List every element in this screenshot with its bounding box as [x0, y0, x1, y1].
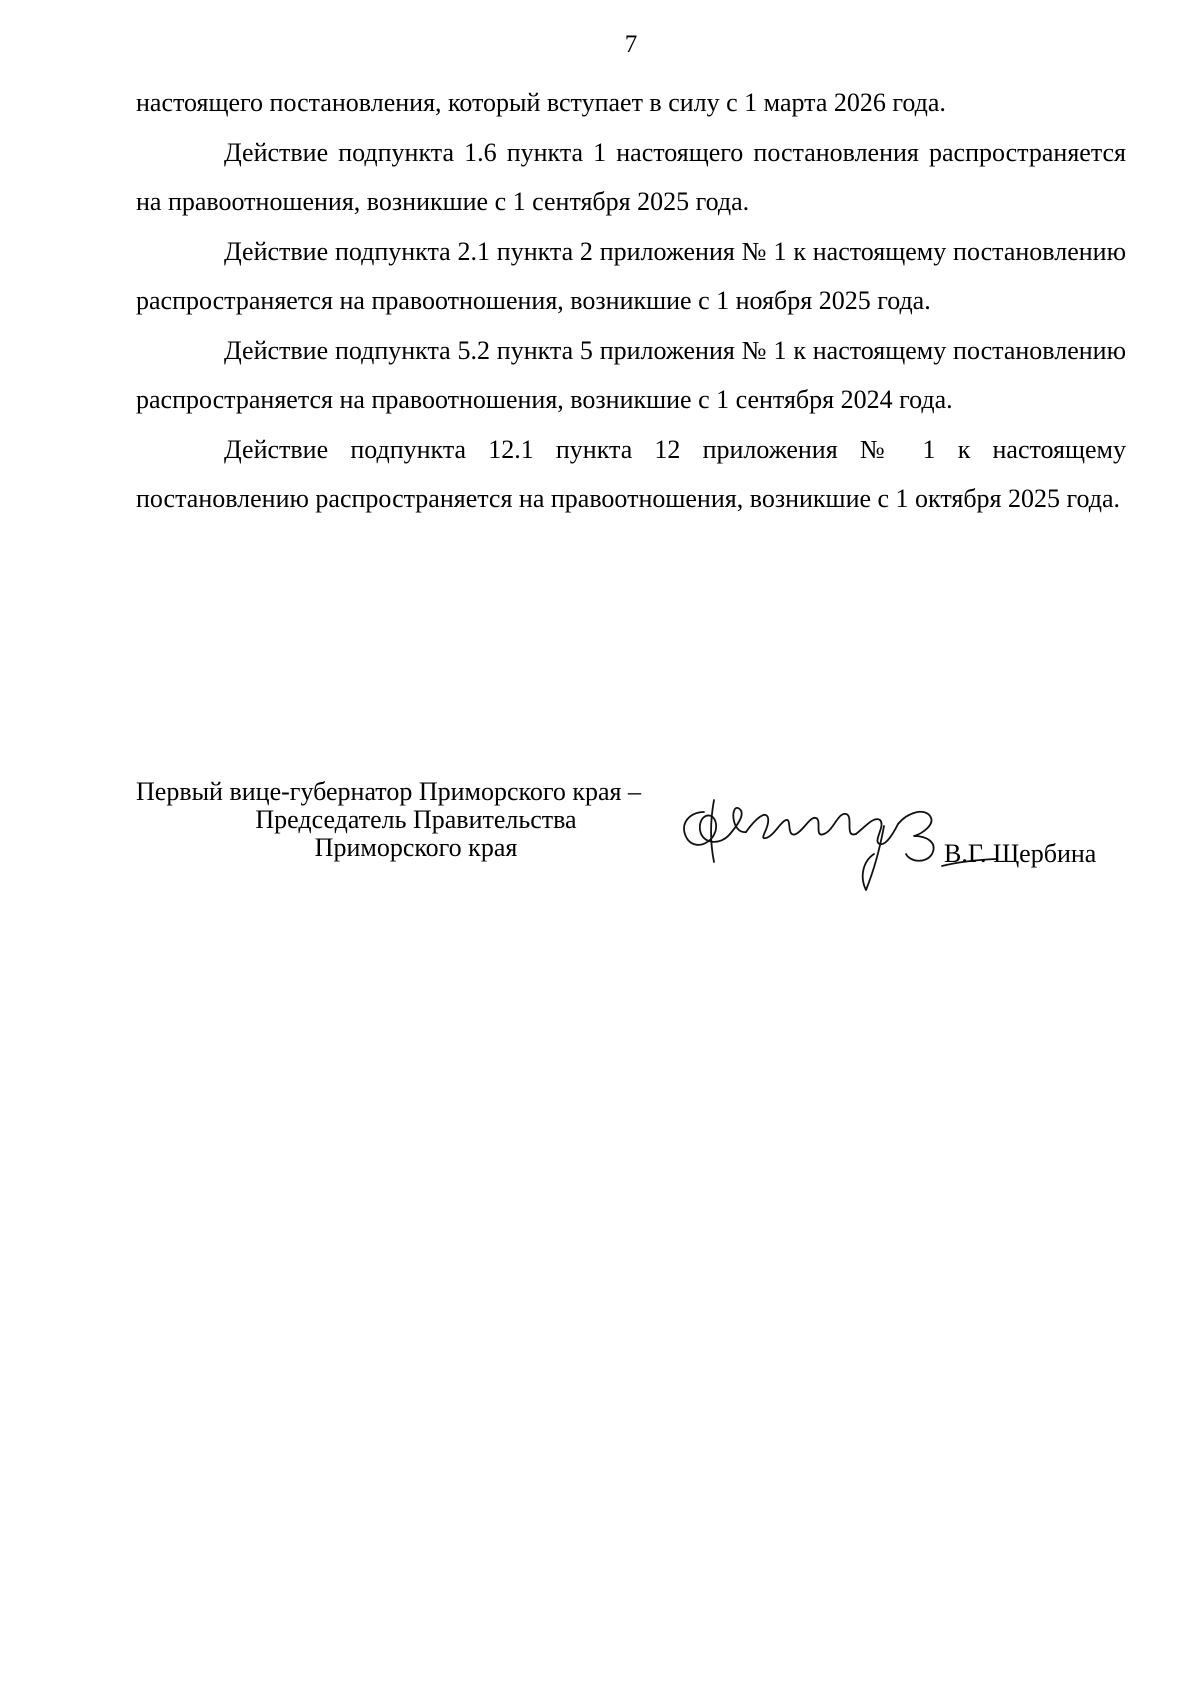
signature-block: [136, 778, 1136, 898]
handwritten-signature: [674, 782, 1004, 892]
paragraph: Действие подпункта 5.2 пункта 5 приложения № 1 к настоящему постановлению распространяется на правоотношения, возникшие с 1 сентября 2024 года.: [136, 335, 1126, 414]
position-line: Председатель Правительства: [255, 805, 577, 834]
paragraph: Действие подпункта 1.6 пункта 1 настоящего постановления распространяется на правоотношения, возникшие с 1 сентября 2025 года.: [136, 137, 1126, 216]
signatory-name: В.Г. Щербина: [944, 839, 1097, 868]
paragraph: Действие подпункта 2.1 пункта 2 приложения № 1 к настоящему постановлению распространяется на правоотношения, возникшие с 1 ноября 2025 года.: [136, 236, 1126, 315]
signatory-position: [136, 778, 696, 862]
paragraph: Действие подпункта 12.1 пункта 12 приложения № 1 к настоящему постановлению распространяется на правоотношения, возникшие с 1 октября 2025 года.: [136, 434, 1126, 513]
position-line: Первый вице-губернатор Приморского края –: [136, 777, 641, 806]
position-line: Приморского края: [314, 833, 518, 862]
page-number: 7: [624, 31, 638, 58]
document-body: [136, 78, 1126, 524]
paragraph: настоящего постановления, который вступает в силу с 1 марта 2026 года.: [136, 88, 946, 117]
